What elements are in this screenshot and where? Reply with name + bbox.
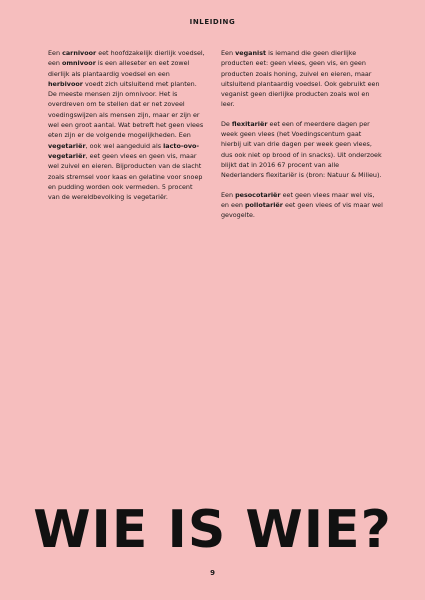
text-span: eet hoofdzakelijk dierlijk voedsel, een bbox=[48, 49, 205, 68]
text-span: eet geen vlees of vis maar wel gevogelte. bbox=[221, 200, 383, 220]
text-span: De bbox=[221, 119, 232, 128]
term-vegetarier: vegetariër bbox=[48, 141, 86, 150]
term-pollotarier: pollotariër bbox=[244, 200, 283, 209]
text-span: voedt zich uitsluitend met planten. De meeste mensen zijn omnivoor. Het is overdreven om te stellen dat er net zoveel voedingswijzen als mensen zijn, maar er zijn er wel een groot aantal. Wat betreft het geen vlees eten zijn er de volgende mogelijkheden. Een bbox=[48, 79, 204, 140]
paragraph-definitions bbox=[48, 48, 206, 202]
text-span: Een bbox=[221, 190, 236, 199]
term-lacto-ovo-vegetarier: lacto-ovo-vegetariër bbox=[48, 141, 200, 160]
left-column bbox=[48, 48, 206, 211]
term-herbivoor: herbivoor bbox=[48, 79, 83, 88]
text-span: , ook wel aangeduid als bbox=[85, 141, 164, 150]
text-span: is een alleseter en eet zowel dierlijk als plantaardig voedsel en een bbox=[48, 59, 190, 78]
paragraph-veganist bbox=[221, 48, 383, 110]
text-span: Een bbox=[221, 49, 236, 57]
term-pescotarier: pesocotariër bbox=[235, 190, 281, 199]
term-omnivoor: omnivoor bbox=[61, 59, 96, 68]
term-carnivoor: carnivoor bbox=[62, 49, 97, 57]
text-span: eet geen vlees maar wel vis, en een bbox=[221, 190, 375, 209]
page-title: WIE IS WIE? bbox=[33, 500, 392, 560]
paragraph-pescotarier bbox=[221, 190, 383, 221]
text-span: , eet geen vlees en geen vis, maar wel zuivel en eieren. Bijproducten van de slacht zoals stremsel voor kaas en gelatine voor snoep en pudding worden ook vermeden. 5 procent van de wereldbevolking is vegetariër. bbox=[48, 151, 203, 202]
text-span: is iemand die geen dierlijke producten eet: geen vlees, geen vis, en geen producten zoals honing, zuivel en eieren, maar uitsluitend plantaardig voedsel. Ook gebruikt een veganist geen dierlijke producten zoals wol en leer. bbox=[221, 49, 380, 109]
right-column bbox=[221, 48, 383, 229]
page-number: 9 bbox=[210, 569, 215, 577]
term-veganist: veganist bbox=[235, 49, 267, 57]
text-span: Een bbox=[48, 49, 63, 57]
term-flexitarier: flexitariër bbox=[231, 119, 268, 128]
section-header: INLEIDING bbox=[189, 18, 236, 26]
paragraph-flexitarier bbox=[221, 119, 383, 181]
text-span: eet een of meerdere dagen per week geen vlees (het Voedingscentum gaat hierbij uit van drie dagen per week geen vlees, dus ook niet op brood of in snacks). Uit onderzoek blijkt dat in 2016 67 procent van alle Nederlanders flexitariër is (bron: Natuur & Milieu). bbox=[221, 119, 382, 180]
